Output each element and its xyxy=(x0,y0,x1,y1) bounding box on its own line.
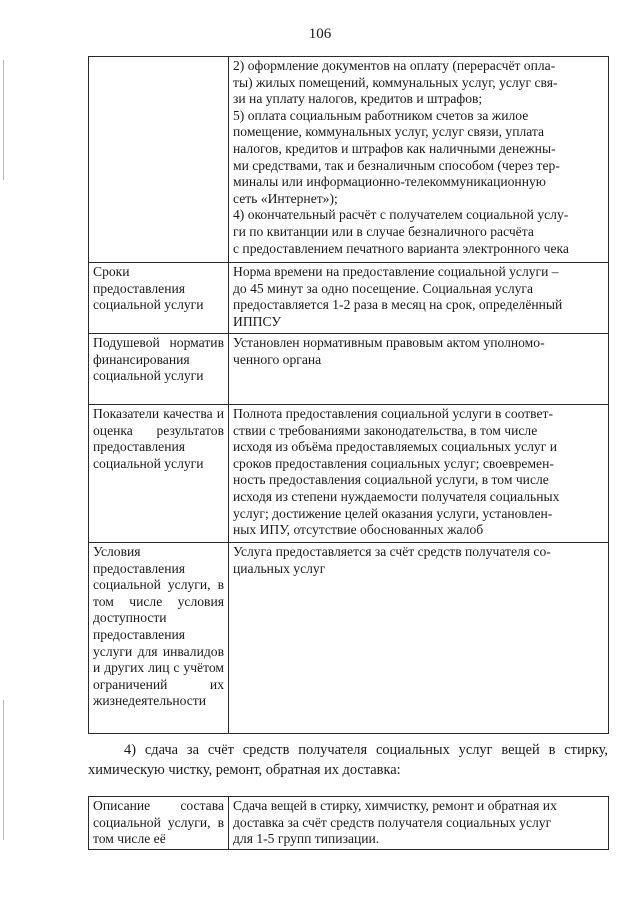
content-line: предоставляется 1-2 раза в месяц на срок, определённый xyxy=(233,297,563,313)
content-line: ты) жилых помещений, коммунальных услуг, услуг свя- xyxy=(233,74,558,90)
content-line: ги по квитанции или в случае безналичного расчёта xyxy=(233,223,534,239)
row-label: Подушевой норматив финансирования социальной услуги xyxy=(89,334,229,405)
content-line: исходя из степени нуждаемости получателя социальных xyxy=(233,488,560,504)
content-line: исходя из объёма предоставляемых социальных услуг и xyxy=(233,439,557,455)
content-line: до 45 минут за одно посещение. Социальная услуга xyxy=(233,280,534,296)
content-line: ченного органа xyxy=(233,351,322,367)
table-row xyxy=(89,334,609,405)
content-line: Услуга предоставляется за счёт средств получателя со- xyxy=(233,544,551,559)
content-line: доставка за счёт средств получателя социальных услуг xyxy=(233,814,552,830)
table-row xyxy=(89,405,609,543)
content-line: зи на уплату налогов, кредитов и штрафов; xyxy=(233,91,483,107)
content-line: для 1-5 групп типизации. xyxy=(233,831,380,847)
content-line: циальных услуг xyxy=(233,560,326,576)
row-content xyxy=(229,57,609,263)
row-label xyxy=(89,57,229,263)
page-number: 106 xyxy=(308,26,332,42)
table-row xyxy=(89,263,609,334)
table-row xyxy=(89,797,609,850)
margin-mark xyxy=(3,700,4,840)
content-line: Норма времени на предоставление социальной услуги – xyxy=(233,264,559,279)
table-row xyxy=(89,543,609,734)
row-label: Показатели качества и оценка результатов предоставления социальной услуги xyxy=(89,405,229,543)
content-line: 4) окончательный расчёт с получателем социальной услу- xyxy=(233,207,569,223)
table-row xyxy=(89,57,609,263)
row-content xyxy=(229,543,609,734)
content-line: сеть «Интернет»); xyxy=(233,190,338,206)
content-line: сроков предоставления социальных услуг; своевремен- xyxy=(233,455,554,471)
content-line: миналы или информационно-телекоммуникационную xyxy=(233,174,546,190)
content-line: ствии с требованиями законодательства, в том числе xyxy=(233,422,538,438)
content-line: налогов, кредитов и штрафов как наличными денежны- xyxy=(233,140,556,156)
content-line: ность предоставления социальной услуги, в том числе xyxy=(233,472,549,488)
row-label: Сроки предоставления социальной услуги xyxy=(89,263,229,334)
row-content xyxy=(229,797,609,850)
content-line: Установлен нормативным правовым актом уполномо- xyxy=(233,335,545,350)
row-content xyxy=(229,263,609,334)
content-line: Сдача вещей в стирку, химчистку, ремонт и обратная их xyxy=(233,798,557,813)
row-content xyxy=(229,405,609,543)
content-line: ных ИПУ, отсутствие обоснованных жалоб xyxy=(233,522,484,538)
description-table xyxy=(88,796,609,850)
row-label: Условия предоставления социальной услуги, в том числе условия доступности предоставления услуги для инвалидов и других лиц с учётом ограничений их жизнедеятельности xyxy=(89,543,229,734)
paragraph: 4) сдача за счёт средств получателя социальных услуг вещей в стирку, химическую чистку, ремонт, обратная их доставка: xyxy=(88,742,608,778)
services-table xyxy=(88,56,609,734)
content-line: с предоставлением печатного варианта электронного чека xyxy=(233,240,569,256)
row-content xyxy=(229,334,609,405)
content-line: 5) оплата социальным работником счетов за жилое xyxy=(233,107,529,123)
margin-mark xyxy=(3,60,4,180)
content-line: ИППСУ xyxy=(233,313,281,329)
content-line: услуг; достижение целей оказания услуги, установлен- xyxy=(233,505,553,521)
content-line: помещение, коммунальных услуг, услуг связи, уплата xyxy=(233,124,545,140)
content-line: 2) оформление документов на оплату (перерасчёт опла- xyxy=(233,58,556,73)
row-label: Описание состава социальной услуги, в том числе её xyxy=(89,797,229,850)
content-line: Полнота предоставления социальной услуги в соответ- xyxy=(233,406,554,421)
content-line: ми средствами, так и безналичным способом (через тер- xyxy=(233,157,560,173)
